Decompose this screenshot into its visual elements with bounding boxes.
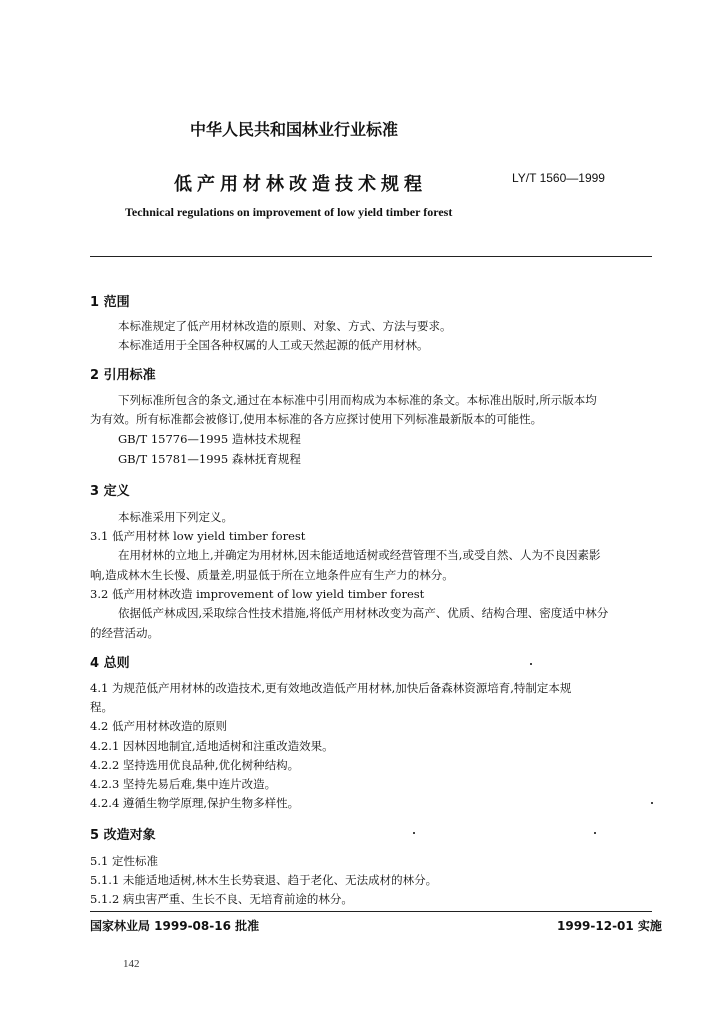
paragraph: 本标准适用于全国各种权属的人工或天然起源的低产用材林。 [118,338,429,352]
industry-standard-heading: 中华人民共和国林业行业标准 [190,120,399,139]
clause: 4.2.2 坚持选用优良品种,优化树种结构。 [90,758,300,772]
paragraph: 为有效。所有标准都会被修订,使用本标准的各方应探讨使用下列标准最新版本的可能性。 [90,412,543,426]
scan-speck [413,832,415,834]
definition-heading: 3.2 低产用材林改造 improvement of low yield timber forest [90,587,425,601]
standard-code: LY/T 1560—1999 [512,171,605,185]
section-heading-general: 4 总则 [90,656,130,671]
document-title-cn: 低产用材林改造技术规程 [174,174,427,195]
scan-speck [594,832,596,834]
clause: 5.1.1 未能适地适树,林木生长势衰退、趋于老化、无法成材的林分。 [90,873,438,887]
section-heading-definitions: 3 定义 [90,484,130,499]
scan-speck [651,802,653,804]
clause: 4.2.1 因林因地制宜,适地适树和注重改造效果。 [90,739,334,753]
clause: 4.2.3 坚持先易后难,集中连片改造。 [90,777,277,791]
section-heading-objects: 5 改造对象 [90,828,156,843]
clause: 5.1 定性标准 [90,854,158,868]
paragraph: 依据低产林成因,采取综合性技术措施,将低产用材林改变为高产、优质、结构合理、密度适中林分 [118,606,609,620]
paragraph: 本标准规定了低产用材林改造的原则、对象、方式、方法与要求。 [118,319,452,333]
clause: 程。 [90,700,113,714]
scan-speck [530,663,532,665]
definition-heading: 3.1 低产用材林 low yield timber forest [90,529,306,543]
clause: 4.1 为规范低产用材林的改造技术,更有效地改造低产用材林,加快后备森林资源培育,特制定本规 [90,681,572,695]
clause: 4.2 低产用材林改造的原则 [90,719,227,733]
clause: 4.2.4 遵循生物学原理,保护生物多样性。 [90,796,300,810]
clause: 5.1.2 病虫害严重、生长不良、无培育前途的林分。 [90,892,353,906]
header-rule [90,256,652,257]
approval-info: 国家林业局 1999-08-16 批准 [90,919,260,933]
reference-item: GB/T 15781—1995 森林抚育规程 [118,452,301,466]
footer-rule [90,911,652,912]
document-title-en: Technical regulations on improvement of low yield timber forest [125,205,453,219]
reference-item: GB/T 15776—1995 造林技术规程 [118,432,301,446]
section-heading-references: 2 引用标准 [90,368,156,383]
effective-date: 1999-12-01 实施 [557,919,662,933]
section-heading-scope: 1 范围 [90,295,130,310]
paragraph: 的经营活动。 [90,626,159,640]
paragraph: 响,造成林木生长慢、质量差,明显低于所在立地条件应有生产力的林分。 [90,568,454,582]
paragraph: 在用材林的立地上,并确定为用材林,因未能适地适树或经营管理不当,或受自然、人为不良因素影 [118,548,601,562]
page-number: 142 [123,958,140,970]
paragraph: 下列标准所包含的条文,通过在本标准中引用而构成为本标准的条文。本标准出版时,所示版本均 [118,393,597,407]
paragraph: 本标准采用下列定义。 [118,510,233,524]
